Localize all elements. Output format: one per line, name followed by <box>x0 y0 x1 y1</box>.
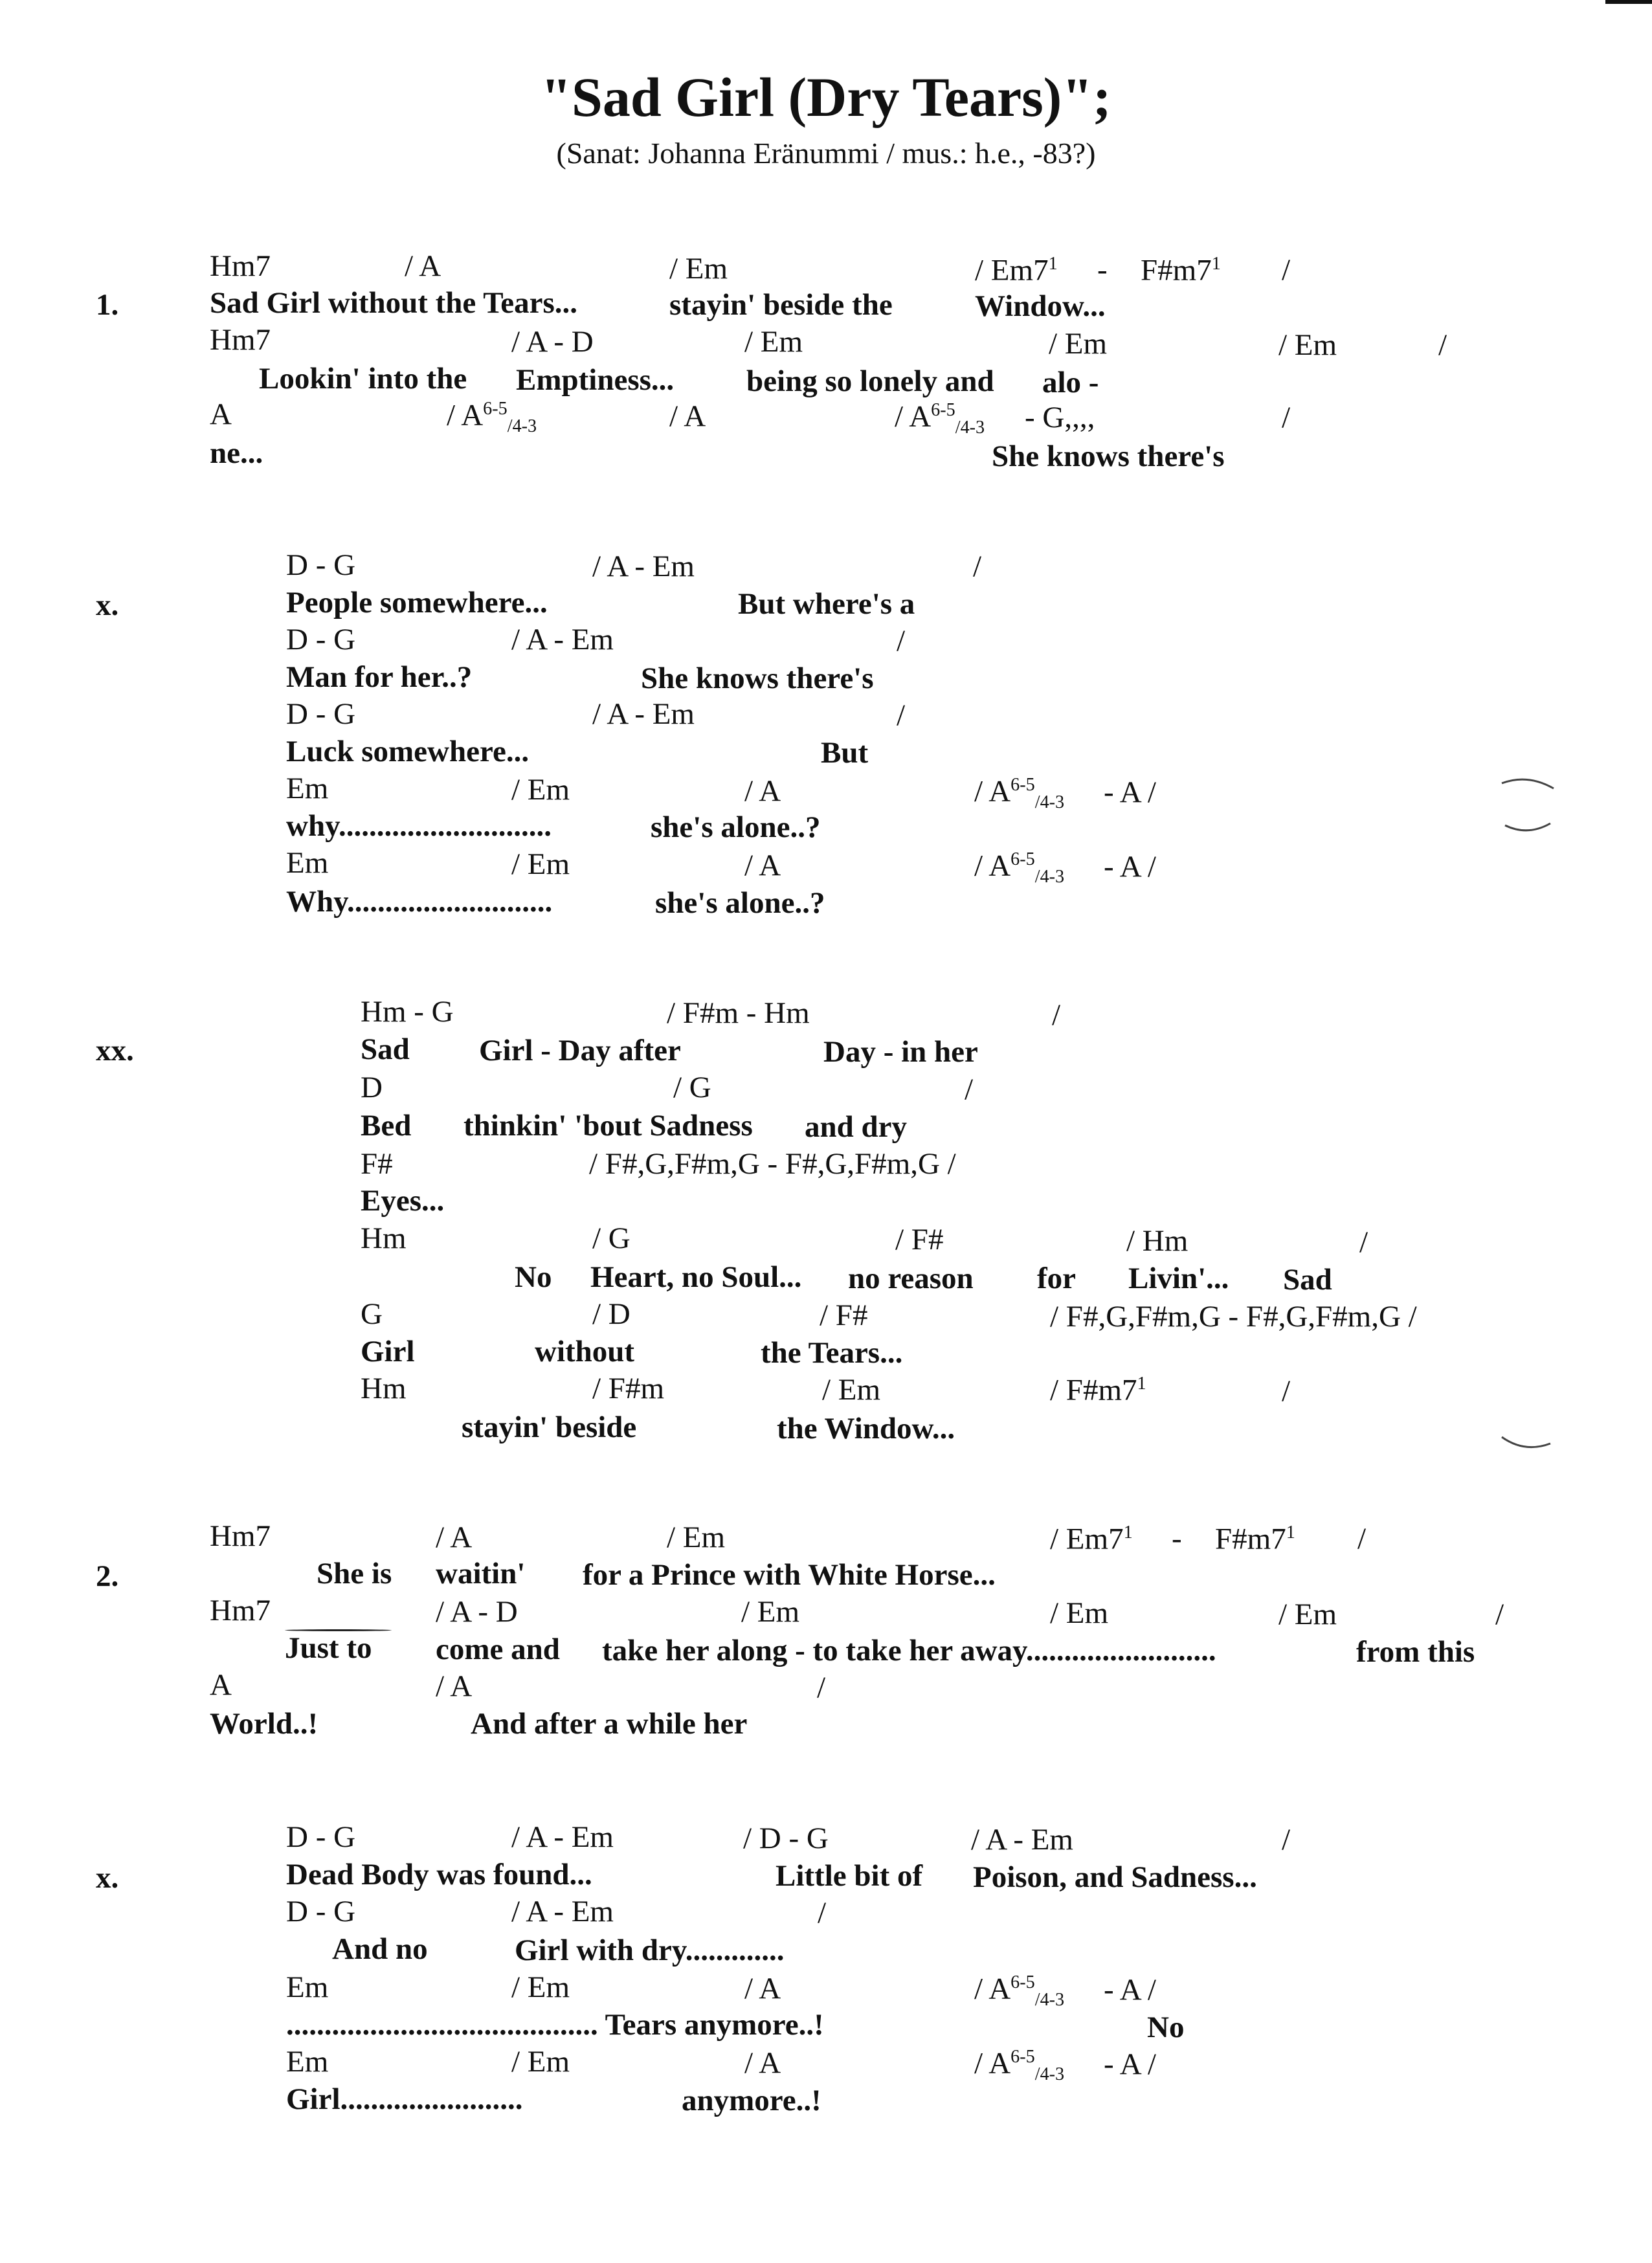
chord: D - G <box>286 548 356 582</box>
lyric: being so lonely and <box>746 364 994 398</box>
chord: / A - Em <box>592 550 695 583</box>
song-title: "Sad Girl (Dry Tears)"; <box>541 66 1111 128</box>
chord-name: F#m7 <box>1141 253 1212 287</box>
chord-name: / A <box>447 398 484 432</box>
chord: / A <box>436 1669 473 1703</box>
chord-superscript: 6-5 <box>1010 2047 1035 2067</box>
chord-subscript: /4-3 <box>1034 1990 1065 2011</box>
bar-line: / <box>1495 1598 1504 1631</box>
chord: / A - Em <box>971 1823 1073 1856</box>
chord: - A / <box>1104 1973 1156 2007</box>
lyric: Man for her..? <box>286 660 473 694</box>
bar-line: / <box>1282 401 1291 434</box>
chord: / Em <box>1278 1598 1337 1631</box>
chord: - A / <box>1104 850 1156 884</box>
chord: D - G <box>286 1820 356 1854</box>
lyric: She knows there's <box>992 440 1225 473</box>
chord <box>975 255 1058 286</box>
lyric: Sad <box>1283 1263 1332 1297</box>
chord: Hm - G <box>361 995 454 1029</box>
chord: D - G <box>286 623 356 656</box>
lyric: for <box>1037 1262 1077 1295</box>
lyric: Lookin' into the <box>259 362 467 396</box>
chord: / A - D <box>436 1595 518 1629</box>
chord: Em <box>286 772 329 805</box>
chord: / A <box>436 1521 473 1554</box>
lyric: she's alone..? <box>651 810 821 844</box>
chord: Em <box>286 1970 329 2004</box>
chord-superscript: 6-5 <box>931 400 955 420</box>
lyric: no reason <box>848 1262 974 1295</box>
lyric: But where's a <box>738 587 915 621</box>
bar-line: / <box>1052 998 1061 1032</box>
chord: / F#m - Hm <box>667 996 810 1030</box>
chorus-label: x. <box>96 588 119 622</box>
chord: / A <box>744 2046 781 2080</box>
chord: A <box>210 1668 232 1702</box>
chord: / Em <box>511 1970 570 2004</box>
lyric: Girl with dry............. <box>515 1934 785 1967</box>
chord: Hm7 <box>210 323 271 357</box>
verse-label: 1. <box>96 288 119 322</box>
chord: / G <box>673 1071 711 1104</box>
chord: - A / <box>1104 2047 1156 2081</box>
chord-superscript: 1 <box>1211 254 1221 274</box>
lyric: She is <box>317 1557 392 1590</box>
chord-name: / A <box>974 774 1011 808</box>
chord-superscript: 6-5 <box>1010 1972 1035 1992</box>
lyric: But <box>821 736 869 770</box>
chord: / D - G <box>743 1822 829 1855</box>
lyric: Sad <box>361 1032 410 1066</box>
chord: / A <box>744 774 781 808</box>
lyric: stayin' beside the <box>669 288 893 322</box>
chord: / D <box>592 1297 631 1331</box>
chord-superscript: 6-5 <box>1010 849 1035 869</box>
chord-superscript: 6-5 <box>483 399 508 419</box>
lyric: stayin' beside <box>462 1410 637 1444</box>
chord: / Em <box>822 1373 881 1407</box>
chord <box>1050 1375 1146 1406</box>
bar-line: / <box>1282 1823 1291 1856</box>
chord: / Em <box>741 1595 800 1629</box>
chord <box>974 776 1064 812</box>
lyric: World..! <box>210 1707 318 1741</box>
lyric: Little bit of <box>776 1859 923 1893</box>
chord-superscript: 1 <box>1048 254 1058 274</box>
chord <box>447 400 537 436</box>
scan-artifact <box>1489 1424 1567 1463</box>
chord-name: / A <box>974 849 1011 883</box>
lyric: No <box>1147 2011 1185 2044</box>
chord <box>974 851 1064 886</box>
chord: Em <box>286 846 329 880</box>
bar-line: / <box>1357 1522 1367 1555</box>
lyric: anymore..! <box>682 2084 821 2117</box>
chord-name: / A <box>895 399 932 434</box>
lyric: Girl <box>361 1335 415 1368</box>
lyric: waitin' <box>436 1557 526 1590</box>
chord <box>1215 1524 1295 1555</box>
chord: / G <box>592 1221 631 1255</box>
lyric: Sad Girl without the Tears... <box>210 286 577 320</box>
chord-subscript: /4-3 <box>955 418 985 438</box>
lyric: without <box>535 1335 635 1368</box>
chord-subscript: /4-3 <box>507 416 537 437</box>
chord: / F#,G,F#m,G - F#,G,F#m,G / <box>1050 1300 1417 1333</box>
chord: A <box>210 397 232 431</box>
chord: / Em <box>511 847 570 881</box>
chord: / F# <box>895 1223 944 1256</box>
chord-name: / Em7 <box>975 253 1049 287</box>
chord-superscript: 6-5 <box>1010 775 1035 795</box>
bar-line: / <box>818 1896 827 1930</box>
chord: Hm <box>361 1372 407 1405</box>
bar-line: / <box>817 1671 826 1704</box>
chord-superscript: 1 <box>1123 1522 1133 1543</box>
bar-line: / <box>1282 1374 1291 1408</box>
chord: / F#m <box>592 1372 665 1405</box>
chord: D <box>361 1071 383 1104</box>
lyric: she's alone..? <box>655 886 825 920</box>
chord: - A / <box>1104 775 1156 809</box>
chord: / Em <box>1278 328 1337 362</box>
chord: Hm7 <box>210 1519 271 1553</box>
lyric: ......................................... Tears anymore..! <box>286 2008 824 2042</box>
chord-superscript: 1 <box>1286 1522 1295 1543</box>
chord: D - G <box>286 1895 356 1928</box>
chord <box>974 1974 1064 2009</box>
chord <box>1050 1524 1133 1555</box>
chord: D - G <box>286 697 356 731</box>
chord-name: / A <box>974 2046 1011 2080</box>
lyric: People somewhere... <box>286 586 548 619</box>
lyric: And no <box>332 1932 428 1966</box>
chord: / Em <box>1049 327 1108 361</box>
chord: / Em <box>511 2045 570 2079</box>
bar-line: / <box>1438 328 1447 362</box>
lyric: take her along - to take her away......................... <box>602 1634 1216 1667</box>
lyric: the Tears... <box>761 1336 903 1370</box>
chord: G <box>361 1297 383 1331</box>
bar-line: / <box>1359 1225 1368 1259</box>
chord: / Em <box>1050 1596 1109 1630</box>
chord: / A <box>744 849 781 882</box>
lyric: the Window... <box>777 1412 955 1445</box>
chord: F# <box>361 1147 393 1181</box>
lyric: why............................ <box>286 809 552 843</box>
chord: / A <box>405 249 441 283</box>
bar-line: / <box>1282 253 1291 287</box>
chord-name: F#m7 <box>1215 1522 1286 1556</box>
chord: / A <box>669 399 706 433</box>
lyric: Poison, and Sadness... <box>973 1860 1257 1894</box>
chord-separator: - <box>1172 1522 1182 1555</box>
verse-label: 2. <box>96 1559 119 1593</box>
chord-subscript: /4-3 <box>1034 792 1065 813</box>
chord: / Em <box>667 1521 726 1554</box>
lyric: Why........................... <box>286 885 553 919</box>
chord <box>1141 255 1221 286</box>
chord: / A - Em <box>511 623 614 656</box>
lyric: ne... <box>210 436 263 470</box>
chord-name: / A <box>974 1972 1011 2006</box>
lyric: for a Prince with White Horse... <box>583 1558 996 1592</box>
lyric: Emptiness... <box>516 363 675 397</box>
chord-separator: - <box>1097 253 1108 287</box>
lyric: Luck somewhere... <box>286 735 530 768</box>
chord-name: / Em7 <box>1050 1522 1124 1556</box>
bar-line: / <box>897 698 906 732</box>
chord <box>974 2048 1064 2084</box>
bar-line: / <box>965 1073 974 1106</box>
lyric: Girl - Day after <box>479 1034 681 1067</box>
chord-superscript: 1 <box>1137 1374 1146 1394</box>
bridge-label: xx. <box>96 1034 134 1067</box>
lyric: Livin'... <box>1128 1262 1229 1295</box>
lyric: Dead Body was found... <box>286 1858 592 1891</box>
scan-artifact <box>1489 764 1567 842</box>
lyric: No <box>515 1260 552 1294</box>
lyric: Eyes... <box>361 1184 445 1218</box>
chord: / A <box>744 1972 781 2005</box>
chord <box>895 401 985 437</box>
lyric: Window... <box>975 289 1106 323</box>
lyric: and dry <box>805 1110 908 1144</box>
chord: / Em <box>511 773 570 807</box>
chord: / A - D <box>511 325 594 359</box>
lyric: She knows there's <box>641 662 874 695</box>
lyric: thinkin' 'bout Sadness <box>463 1109 753 1143</box>
lyric: come and <box>436 1633 560 1666</box>
lyric: Day - in her <box>823 1035 978 1069</box>
chord: / Em <box>744 325 803 359</box>
chord: Hm7 <box>210 1594 271 1627</box>
chord: Hm <box>361 1221 407 1255</box>
lyric: Bed <box>361 1109 412 1143</box>
chord: / Em <box>669 252 728 285</box>
chord: / A - Em <box>511 1820 614 1854</box>
chord: Hm7 <box>210 249 271 283</box>
chord: Em <box>286 2045 329 2079</box>
chorus-label: x. <box>96 1861 119 1895</box>
lyric: alo - <box>1042 366 1099 399</box>
scan-edge-mark <box>1605 0 1652 4</box>
song-credits: (Sanat: Johanna Eränummi / mus.: h.e., -83?) <box>556 137 1096 170</box>
chord: / F#,G,F#m,G - F#,G,F#m,G / <box>589 1147 956 1181</box>
chord: / A - Em <box>592 697 695 731</box>
bar-line: / <box>973 550 982 583</box>
chord: / F# <box>820 1299 868 1332</box>
chord: - G,,,, <box>1025 401 1095 434</box>
lyric: And after a while her <box>471 1707 748 1741</box>
chord: / A - Em <box>511 1895 614 1928</box>
lyric: Just to <box>285 1631 372 1665</box>
lyric: Girl........................ <box>286 2082 523 2116</box>
bar-line: / <box>897 624 906 658</box>
lyric: from this <box>1356 1635 1475 1669</box>
chord-subscript: /4-3 <box>1034 2064 1065 2085</box>
chord-name: / F#m7 <box>1050 1373 1137 1407</box>
chord-subscript: /4-3 <box>1034 867 1065 887</box>
lyric: Heart, no Soul... <box>590 1260 802 1294</box>
chord: / Hm <box>1126 1224 1189 1258</box>
